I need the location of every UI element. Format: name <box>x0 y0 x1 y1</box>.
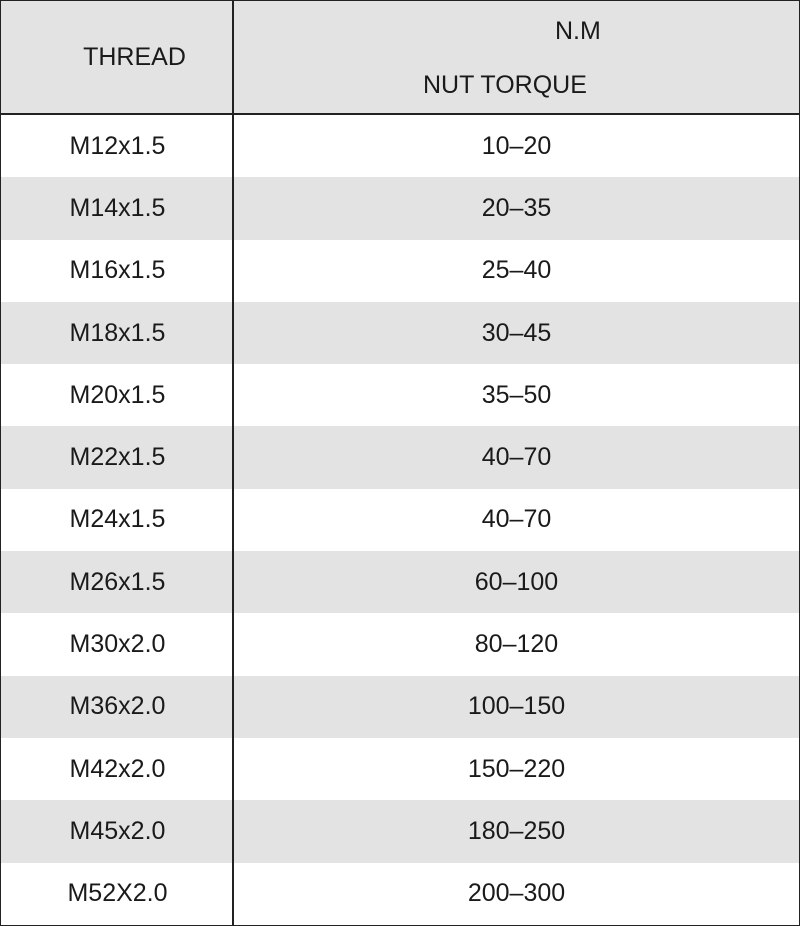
thread-cell: M16x1.5 <box>1 240 234 302</box>
torque-cell: 40–70 <box>481 443 552 472</box>
table-row <box>1 676 799 738</box>
thread-cell: M24x1.5 <box>1 489 234 551</box>
thread-cell: M42x2.0 <box>1 738 234 800</box>
torque-cell: 30–45 <box>481 318 552 347</box>
torque-cell: 180–250 <box>467 816 566 845</box>
thread-cell: M12x1.5 <box>1 115 234 177</box>
header-torque <box>234 1 799 113</box>
header-torque-unit: N.M <box>555 17 601 45</box>
table-row <box>1 426 799 488</box>
table-row <box>1 240 799 302</box>
thread-cell: M45x2.0 <box>1 800 234 862</box>
torque-cell: 20–35 <box>481 193 552 222</box>
header-thread: THREAD <box>1 1 234 113</box>
table-row <box>1 177 799 239</box>
torque-cell: 10–20 <box>481 131 552 160</box>
torque-cell: 80–120 <box>474 630 559 659</box>
torque-cell: 100–150 <box>467 692 566 721</box>
thread-cell: M22x1.5 <box>1 426 234 488</box>
table-row <box>1 115 799 177</box>
torque-cell: 150–220 <box>467 754 566 783</box>
thread-cell: M30x2.0 <box>1 613 234 675</box>
table-row <box>1 364 799 426</box>
torque-cell: 60–100 <box>474 567 559 596</box>
thread-cell: M20x1.5 <box>1 364 234 426</box>
thread-cell: M26x1.5 <box>1 551 234 613</box>
table-body <box>1 115 799 925</box>
header-torque-label: NUT TORQUE <box>423 71 587 99</box>
table-row <box>1 551 799 613</box>
torque-cell: 200–300 <box>467 879 566 908</box>
torque-cell: 25–40 <box>481 256 552 285</box>
table-row <box>1 302 799 364</box>
table-header <box>1 1 799 115</box>
torque-cell: 35–50 <box>481 380 552 409</box>
table-row <box>1 489 799 551</box>
thread-cell: M36x2.0 <box>1 676 234 738</box>
table-row <box>1 863 799 925</box>
table-row <box>1 738 799 800</box>
torque-cell: 40–70 <box>481 505 552 534</box>
thread-cell: M52X2.0 <box>1 863 234 925</box>
thread-cell: M14x1.5 <box>1 177 234 239</box>
thread-cell: M18x1.5 <box>1 302 234 364</box>
table-row <box>1 800 799 862</box>
table-row <box>1 613 799 675</box>
